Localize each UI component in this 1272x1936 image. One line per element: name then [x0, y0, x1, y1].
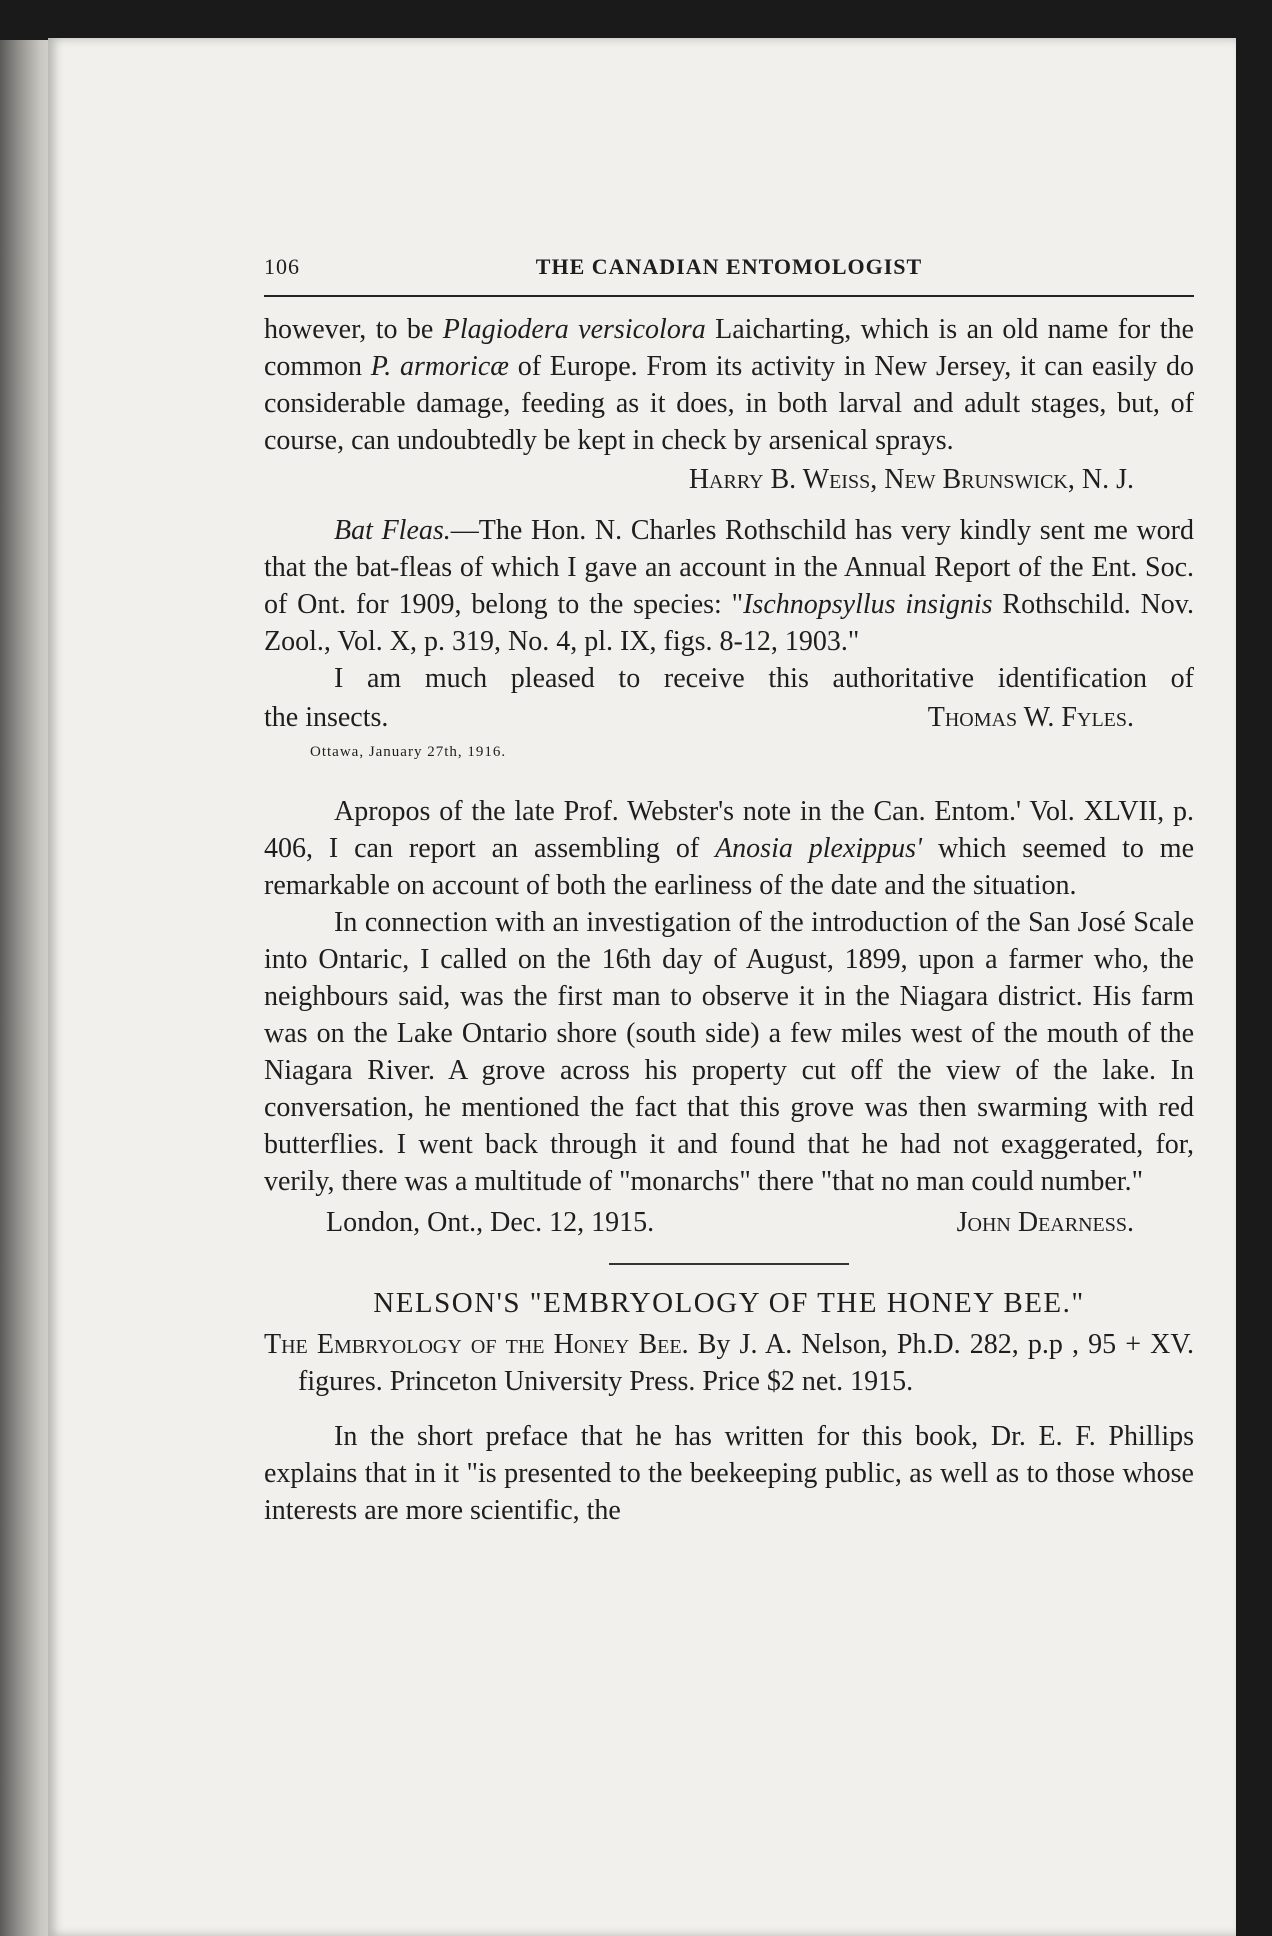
- species-name: Plagiodera versicolora: [442, 314, 706, 345]
- running-header: [264, 248, 1194, 297]
- weiss-note-paragraph: [264, 311, 1194, 459]
- fyles-signature-row: [264, 699, 1194, 736]
- weiss-text-2: Laicharting, which is an old name for the common: [264, 314, 1194, 382]
- dearness-place-date: London, Ont., Dec. 12, 1915.: [326, 1207, 655, 1238]
- fyles-dateline: Ottawa, January 27th, 1916.: [310, 744, 507, 760]
- text-column: [264, 248, 1194, 1529]
- monarch-text-2: which seemed to me remarkable on account of both the earliness of the date and the situation.: [264, 833, 1195, 901]
- species-name: P. armoricæ: [370, 351, 509, 382]
- weiss-text-3: of Europe. From its activity in New Jersey, it can easily do considerable damage, feeding as it does, in both larval and adult stages, but, of course, can undoubtedly be kept in check by arsenical sprays.: [264, 351, 1195, 456]
- citation-details: By J. A. Nelson, Ph.D. 282, p.p , 95 + XV. figures. Princeton University Press. Price $2 net. 1915.: [298, 1329, 1194, 1397]
- dearness-signature: John Dearness.: [956, 1207, 1134, 1238]
- review-paragraph: In the short preface that he has written for this book, Dr. E. F. Phillips explains that in it "is presented to the beekeeping public, as well as to those whose interests are more scientific, the: [264, 1421, 1194, 1526]
- fyles-paragraph-end: the insects.: [264, 702, 389, 733]
- fyles-paragraph: I am much pleased to receive this authoritative identification of: [334, 663, 1194, 694]
- weiss-signature: Harry B. Weiss, New Brunswick, N. J.: [688, 464, 1134, 495]
- journal-title: THE CANADIAN ENTOMOLOGIST: [535, 254, 923, 279]
- journal-page: [48, 38, 1236, 1936]
- monarch-paragraph-2: In connection with an investigation of the introduction of the San José Scale into Ontaric, I called on the 16th day of August, 1899, upon a farmer who, the neighbours said, was the first man to observe it in the Niagara district. His farm was on the Lake Ontario shore (south side) a few miles west of the mouth of the Niagara River. A grove across his property cut off the view of the lake. In conversation, he mentioned the fact that this grove was then swarming with red butterflies. I went back through it and found that he had not exaggerated, for, verily, there was a multitude of "monarchs" there "that no man could number.": [264, 907, 1194, 1197]
- page-number: 106: [264, 254, 300, 279]
- dearness-closing: [326, 1204, 1134, 1241]
- bat-fleas-text-1: —The Hon. N. Charles Rothschild has very kindly sent me word that the bat-fleas of which I gave an account in the Annual Report of the Ent. Soc. of Ont. for 1909, belong to the species: ": [264, 515, 1194, 620]
- fyles-signature: Thomas W. Fyles.: [927, 702, 1134, 733]
- note-heading: Bat Fleas.: [334, 515, 451, 546]
- monarch-text-1: Apropos of the late Prof. Webster's note in the Can. Entom.' Vol. XLVII, p. 406, I can report an assembling of: [264, 796, 1194, 864]
- species-name: Ischnopsyllus insignis: [743, 589, 993, 620]
- weiss-text-1: however, to be: [264, 314, 443, 345]
- monarch-paragraph-1: [264, 793, 1194, 904]
- review-title: NELSON'S "EMBRYOLOGY OF THE HONEY BEE.": [373, 1287, 1085, 1319]
- review-citation: [264, 1326, 1194, 1400]
- citation-title: The Embryology of the Honey Bee.: [264, 1329, 689, 1360]
- section-divider: [609, 1263, 849, 1265]
- species-name: Anosia plexippus': [715, 833, 923, 864]
- bat-fleas-text-2: Rothschild. Nov. Zool., Vol. X, p. 319, No. 4, pl. IX, figs. 8-12, 1903.": [264, 589, 1194, 657]
- bat-fleas-paragraph: [264, 512, 1194, 660]
